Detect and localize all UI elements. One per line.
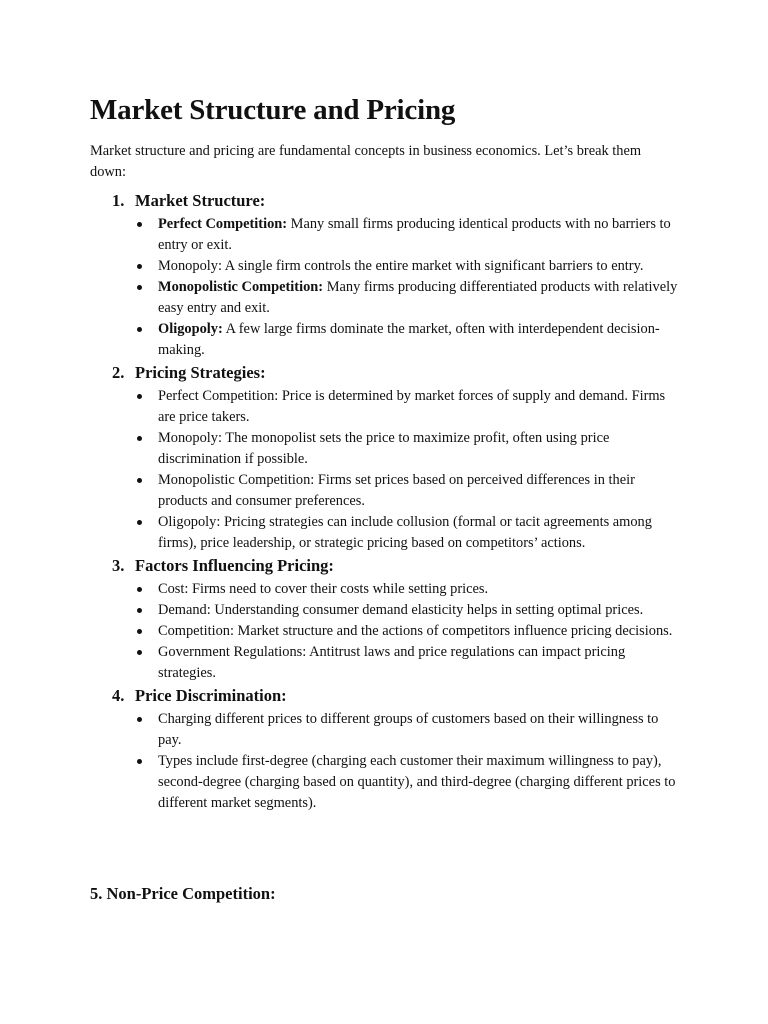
list-item-text: Cost: Firms need to cover their costs while setting prices.	[158, 581, 489, 597]
list-item-text: A few large firms dominate the market, often with interdependent decision-making.	[158, 321, 660, 358]
list-item	[135, 512, 680, 554]
section-list	[90, 189, 680, 814]
list-item-text: Charging different prices to different groups of customers based on their willingness to pay.	[158, 711, 659, 748]
bullet-icon	[137, 478, 142, 483]
bullet-list	[135, 709, 680, 814]
section-item	[90, 554, 680, 684]
bullet-icon	[137, 759, 142, 764]
bullet-icon	[137, 650, 142, 655]
list-item	[135, 751, 680, 814]
intro-paragraph: Market structure and pricing are fundamental concepts in business economics. Let’s break them down:	[90, 143, 642, 180]
list-item	[135, 709, 680, 751]
list-item	[135, 214, 680, 256]
list-item	[135, 600, 680, 621]
list-item	[135, 428, 680, 470]
list-item	[135, 319, 680, 361]
list-item-text: Many small firms producing identical products with no barriers to entry or exit.	[158, 216, 671, 253]
bullet-icon	[137, 436, 142, 441]
list-item	[135, 642, 680, 684]
section-heading: Pricing Strategies:	[135, 363, 266, 382]
list-item-text: Government Regulations: Antitrust laws and price regulations can impact pricing strategies.	[158, 644, 626, 681]
list-item-text: Competition: Market structure and the actions of competitors influence pricing decisions.	[158, 623, 673, 639]
section-heading: Market Structure:	[135, 191, 266, 210]
list-item-text: Many firms producing differentiated products with relatively easy entry and exit.	[158, 279, 678, 316]
section-number: 2.	[112, 363, 125, 382]
list-item	[135, 579, 680, 600]
section-number: 1.	[112, 191, 125, 210]
section-item	[90, 361, 680, 554]
section-heading: Factors Influencing Pricing:	[135, 556, 334, 575]
section-heading: Price Discrimination:	[135, 686, 287, 705]
bullet-icon	[137, 264, 142, 269]
list-item-text: Demand: Understanding consumer demand elasticity helps in setting optimal prices.	[158, 602, 644, 618]
list-item-text: Monopolistic Competition: Firms set prices based on perceived differences in their products and consumer preferences.	[158, 472, 635, 509]
list-item-text: Monopoly: A single firm controls the entire market with significant barriers to entry.	[158, 258, 644, 274]
list-item-text: Types include first-degree (charging each customer their maximum willingness to pay), second-degree (charging based on quantity), and third-degree (charging different prices to different market segments).	[158, 753, 676, 811]
section-item	[90, 684, 680, 814]
bullet-icon	[137, 520, 142, 525]
list-item	[135, 256, 680, 277]
section-number: 3.	[112, 556, 125, 575]
bullet-icon	[137, 717, 142, 722]
bullet-icon	[137, 285, 142, 290]
page-title: Market Structure and Pricing	[90, 94, 456, 126]
list-item-text: Monopoly: The monopolist sets the price to maximize profit, often using price discrimination if possible.	[158, 430, 610, 467]
bullet-icon	[137, 629, 142, 634]
list-item-term: Monopolistic Competition:	[158, 279, 324, 295]
list-item-text: Perfect Competition: Price is determined by market forces of supply and demand. Firms are price takers.	[158, 388, 666, 425]
bullet-icon	[137, 394, 142, 399]
list-item-term: Perfect Competition:	[158, 216, 288, 232]
list-item	[135, 277, 680, 319]
bullet-icon	[137, 327, 142, 332]
document-page	[90, 94, 680, 814]
bullet-list	[135, 579, 680, 684]
section-item	[90, 189, 680, 361]
bullet-list	[135, 386, 680, 554]
section-number: 4.	[112, 686, 125, 705]
list-item-text: Oligopoly: Pricing strategies can include collusion (formal or tacit agreements among firms), price leadership, or strategic pricing based on competitors’ actions.	[158, 514, 652, 551]
bullet-icon	[137, 587, 142, 592]
section-heading-non-price-competition: 5. Non-Price Competition:	[90, 884, 276, 903]
list-item	[135, 386, 680, 428]
list-item	[135, 621, 680, 642]
bullet-icon	[137, 222, 142, 227]
bullet-icon	[137, 608, 142, 613]
bullet-list	[135, 214, 680, 361]
list-item	[135, 470, 680, 512]
list-item-term: Oligopoly:	[158, 321, 223, 337]
